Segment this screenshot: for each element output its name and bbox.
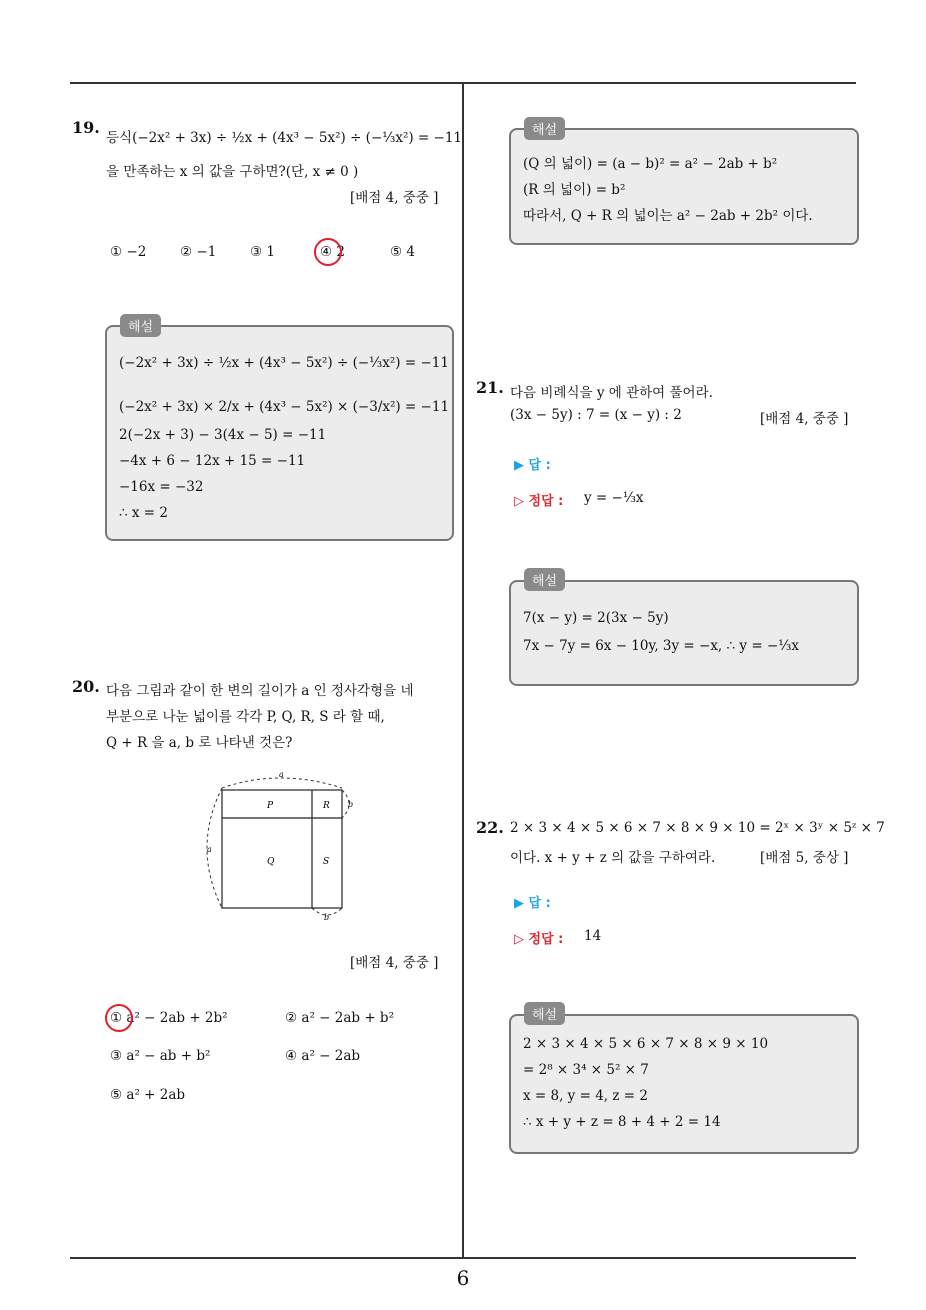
solution-box	[105, 325, 454, 541]
question-text: Q + R 을 a, b 로 나타낸 것은?	[106, 735, 293, 751]
question-number: 20.	[72, 677, 100, 696]
choice-1[interactable]: ① a² − 2ab + 2b²	[110, 1010, 228, 1026]
solution-line: = 2⁸ × 3⁴ × 5² × 7	[523, 1062, 649, 1078]
label-S: S	[323, 857, 330, 867]
solution-box	[509, 1014, 859, 1154]
choice-4[interactable]: ④ 2	[320, 244, 345, 260]
solution-line: ∴ x + y + z = 8 + 4 + 2 = 14	[523, 1114, 721, 1130]
solution-line: (−2x² + 3x) × 2/x + (4x³ − 5x²) × (−3/x²) = −11	[119, 399, 450, 415]
correct-answer-label: ▷ 정답 :	[514, 932, 564, 947]
choice-3[interactable]: ③ 1	[250, 244, 275, 260]
selected-answer-mark	[314, 238, 342, 266]
score-label: [배점 4, 중중 ]	[350, 190, 439, 206]
solution-line: −16x = −32	[119, 479, 204, 495]
label-Q: Q	[267, 857, 275, 867]
question-text: 다음 비례식을 y 에 관하여 풀어라.	[510, 385, 713, 401]
question-number: 22.	[476, 818, 504, 837]
choice-2[interactable]: ② a² − 2ab + b²	[285, 1010, 394, 1026]
correct-answer-value: 14	[584, 928, 602, 944]
question-text: 부분으로 나눈 넓이를 각각 P, Q, R, S 라 할 때,	[106, 709, 385, 725]
solution-line: (Q 의 넓이) = (a − b)² = a² − 2ab + b²	[523, 156, 778, 172]
score-label: [배점 4, 중중 ]	[350, 955, 439, 971]
correct-answer-label: ▷ 정답 :	[514, 494, 564, 509]
solution-line: 따라서, Q + R 의 넓이는 a² − 2ab + 2b² 이다.	[523, 208, 813, 224]
label-P: P	[267, 801, 274, 811]
question-text: 2 × 3 × 4 × 5 × 6 × 7 × 8 × 9 × 10 = 2ˣ × 3ʸ × 5ᶻ × 7	[510, 820, 885, 836]
choice-4[interactable]: ④ a² − 2ab	[285, 1048, 361, 1064]
bottom-rule	[70, 1257, 856, 1259]
question-text: 이다. x + y + z 의 값을 구하여라.	[510, 850, 716, 866]
question-text: 등식(−2x² + 3x) ÷ ½x + (4x³ − 5x²) ÷ (−⅓x²) = −11	[106, 130, 463, 146]
answer-field[interactable]: ▶ 답 :	[514, 458, 551, 473]
solution-line: 7(x − y) = 2(3x − 5y)	[523, 610, 669, 626]
column-divider	[462, 84, 464, 1258]
score-label: [배점 4, 중중 ]	[760, 411, 849, 427]
solution-line: ∴ x = 2	[119, 505, 168, 521]
choice-2[interactable]: ② −1	[180, 244, 217, 260]
label-R: R	[323, 801, 330, 811]
solution-tag: 해설	[524, 568, 565, 591]
choice-5[interactable]: ⑤ 4	[390, 244, 415, 260]
solution-tag: 해설	[120, 314, 161, 337]
solution-box	[509, 580, 859, 686]
solution-line: (−2x² + 3x) ÷ ½x + (4x³ − 5x²) ÷ (−⅓x²) = −11	[119, 355, 449, 371]
question-text: 을 만족하는 x 의 값을 구하면?(단, x ≠ 0 )	[106, 164, 359, 180]
label-b-right: b	[348, 800, 354, 809]
choice-5[interactable]: ⑤ a² + 2ab	[110, 1087, 186, 1103]
solution-line: x = 8, y = 4, z = 2	[523, 1088, 648, 1104]
correct-answer-value: y = −⅓x	[584, 490, 644, 506]
question-text: 다음 그림과 같이 한 변의 길이가 a 인 정사각형을 네	[106, 683, 414, 699]
choice-1[interactable]: ① −2	[110, 244, 147, 260]
label-a-left: a	[207, 845, 212, 854]
solution-line: 2 × 3 × 4 × 5 × 6 × 7 × 8 × 9 × 10	[523, 1036, 769, 1052]
selected-answer-mark	[105, 1004, 133, 1032]
score-label: [배점 5, 중상 ]	[760, 850, 849, 866]
question-number: 21.	[476, 378, 504, 397]
label-b-bottom: b	[324, 913, 330, 922]
question-number: 19.	[72, 118, 100, 137]
square-figure	[200, 768, 370, 928]
solution-line: 7x − 7y = 6x − 10y, 3y = −x, ∴ y = −⅓x	[523, 638, 799, 654]
solution-tag: 해설	[524, 117, 565, 140]
solution-box	[509, 128, 859, 245]
label-a-top: a	[279, 770, 284, 779]
solution-tag: 해설	[524, 1002, 565, 1025]
page-number: 6	[456, 1266, 470, 1290]
solution-line: 2(−2x + 3) − 3(4x − 5) = −11	[119, 427, 327, 443]
solution-line: −4x + 6 − 12x + 15 = −11	[119, 453, 306, 469]
choice-3[interactable]: ③ a² − ab + b²	[110, 1048, 211, 1064]
answer-field[interactable]: ▶ 답 :	[514, 896, 551, 911]
solution-line: (R 의 넓이) = b²	[523, 182, 626, 198]
question-text: (3x − 5y) : 7 = (x − y) : 2	[510, 407, 682, 423]
